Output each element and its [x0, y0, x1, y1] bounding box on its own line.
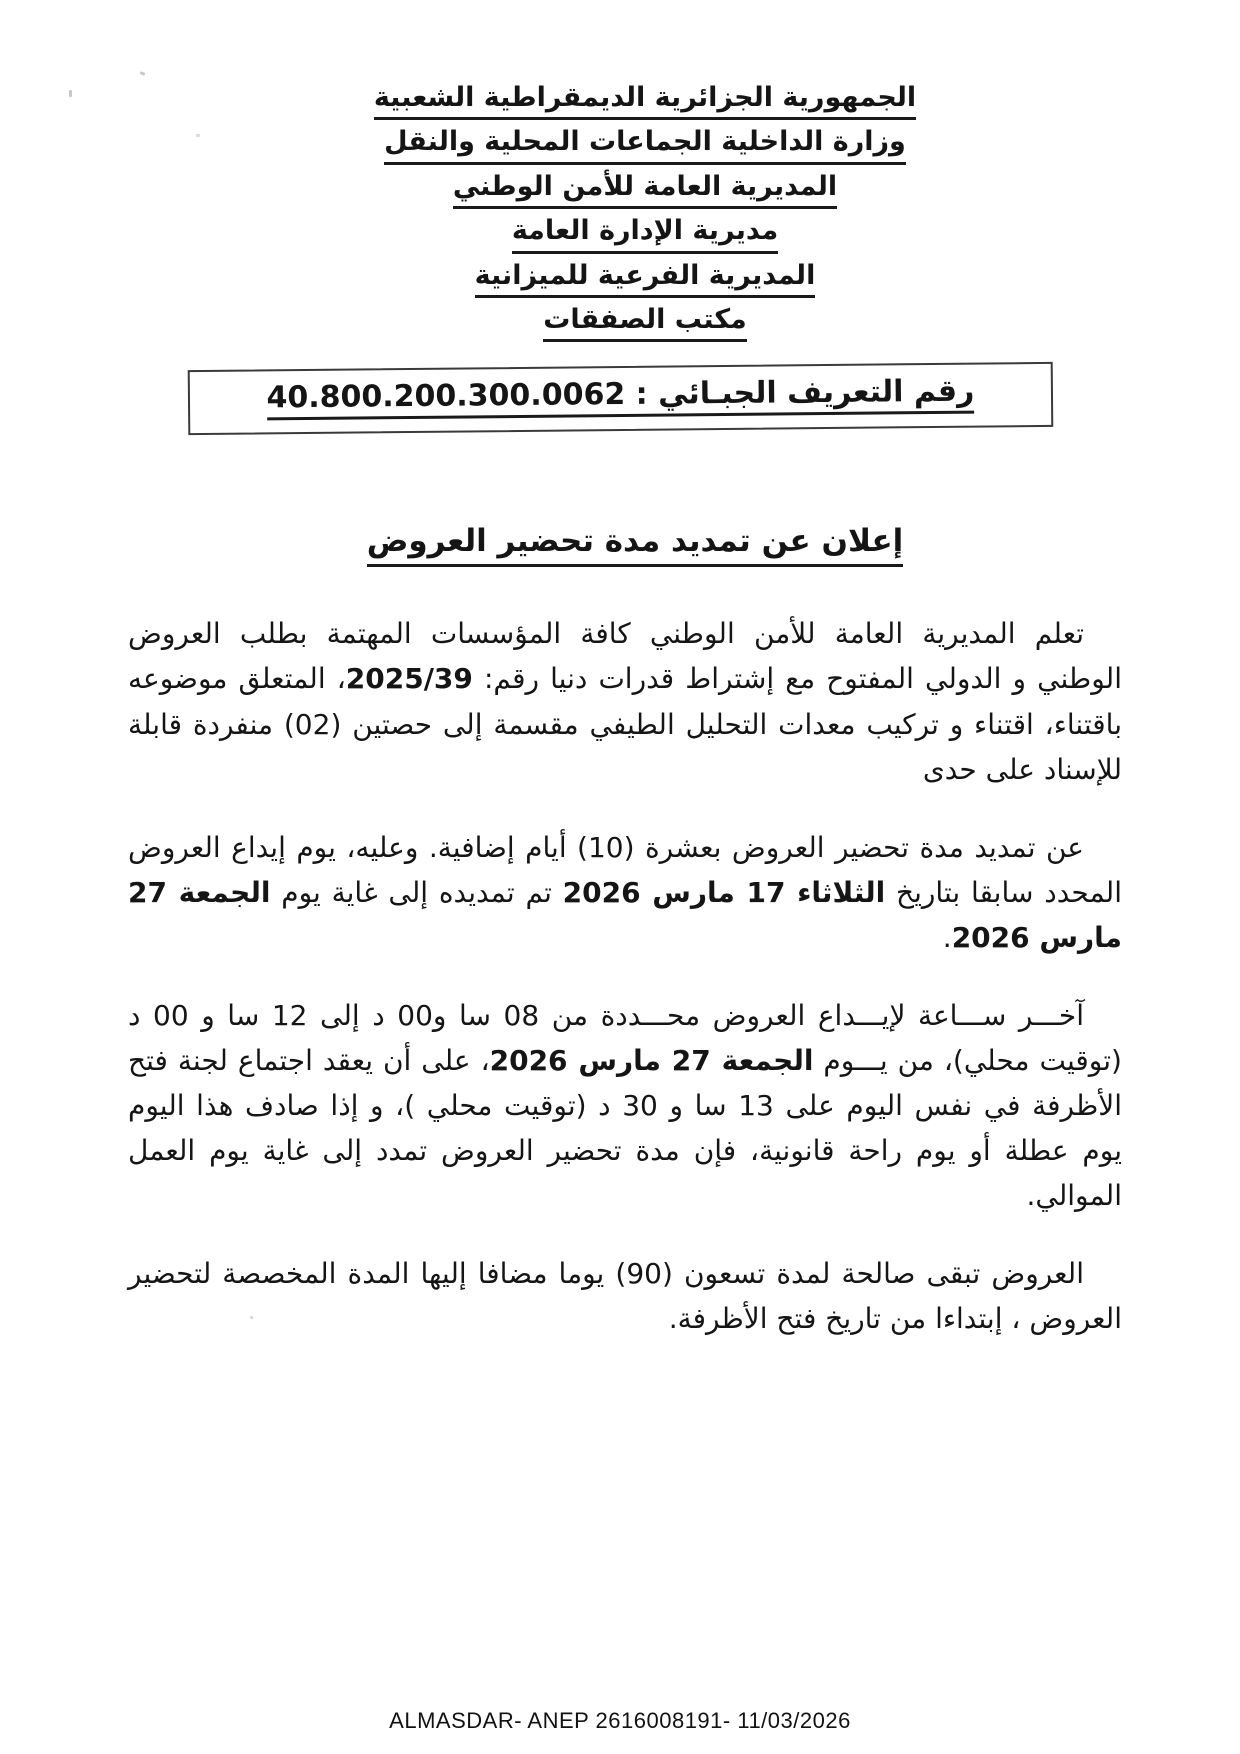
scan-speck: [250, 1316, 253, 1319]
paragraph-text: .: [942, 920, 952, 954]
paragraph-text: تعلم المديرية العامة للأمن الوطني كافة المؤسسات المهتمة بطلب العروض الوطني و الدولي المفتوح مع إشتراط قدرات دنيا رقم:: [128, 617, 1122, 696]
document-title: [15, 523, 1240, 567]
body-paragraph: [128, 825, 1122, 960]
letterhead-line-text: وزارة الداخلية الجماعات المحلية والنقل: [384, 126, 906, 164]
letterhead-line: [25, 215, 1240, 253]
document-body: [0, 611, 1240, 1341]
emphasized-text: 2025/39: [345, 662, 473, 696]
tax-id-box: [187, 362, 1053, 435]
paragraph-text: ، المتعلق موضوعه باقتناء، اقتناء و تركيب معدات التحليل الطيفي مقسمة إلى حصتين (02) منفردة قابلة للإسناد على حدى: [128, 662, 1122, 786]
letterhead-line-text: المديرية الفرعية للميزانية: [475, 260, 816, 298]
body-paragraph: [128, 1251, 1122, 1341]
emphasized-text: الثلاثاء 17 مارس 2026: [562, 875, 886, 909]
tax-id-text: رقم التعريف الجبـائي : 40.800.200.300.0062: [266, 374, 974, 421]
letterhead-line-text: الجمهورية الجزائرية الديمقراطية الشعبية: [374, 82, 916, 120]
letterhead-line: [25, 126, 1240, 164]
letterhead-line-text: المديرية العامة للأمن الوطني: [453, 171, 837, 209]
paragraph-text: عن تمديد مدة تحضير العروض بعشرة (10) أيام إضافية. وعليه، يوم إيداع العروض المحدد سابقا بتاريخ: [128, 830, 1122, 909]
paragraph-text: آخـــر ســـاعة لإيـــداع العروض محـــددة من 08 سا و00 د إلى 12 سا و 00 د (توقيت محلي)، من يـــوم: [128, 998, 1122, 1077]
letterhead-line: [25, 260, 1240, 298]
emphasized-text: الجمعة 27 مارس 2026: [128, 875, 1122, 954]
letterhead-line-text: مكتب الصفقات: [543, 304, 747, 342]
document-letterhead: [25, 0, 1240, 342]
body-paragraph: [128, 611, 1122, 791]
document-title-text: إعلان عن تمديد مدة تحضير العروض: [367, 523, 904, 567]
paragraph-text: العروض تبقى صالحة لمدة تسعون (90) يوما مضافا إليها المدة المخصصة لتحضير العروض ، إبتداءا من تاريخ فتح الأظرفة.: [128, 1257, 1122, 1336]
paragraph-text: تم تمديده إلى غاية يوم: [270, 875, 563, 909]
letterhead-line: [25, 304, 1240, 342]
emphasized-text: الجمعة 27 مارس 2026: [489, 1043, 814, 1077]
paragraph-text: ، على أن يعقد اجتماع لجنة فتح الأظرفة في نفس اليوم على 13 سا و 30 د (توقيت محلي )، و إذا صادف هذا اليوم يوم عطلة أو يوم راحة قانونية، فإن مدة تحضير العروض تمدد إلى غاية يوم العمل الموالي.: [128, 1043, 1123, 1213]
letterhead-line-text: مديرية الإدارة العامة: [512, 215, 778, 253]
letterhead-line: [25, 171, 1240, 209]
letterhead-line: [25, 82, 1240, 120]
publication-reference-line: ALMASDAR- ANEP 2616008191- 11/03/2026: [389, 1708, 851, 1733]
body-paragraph: [128, 993, 1122, 1218]
